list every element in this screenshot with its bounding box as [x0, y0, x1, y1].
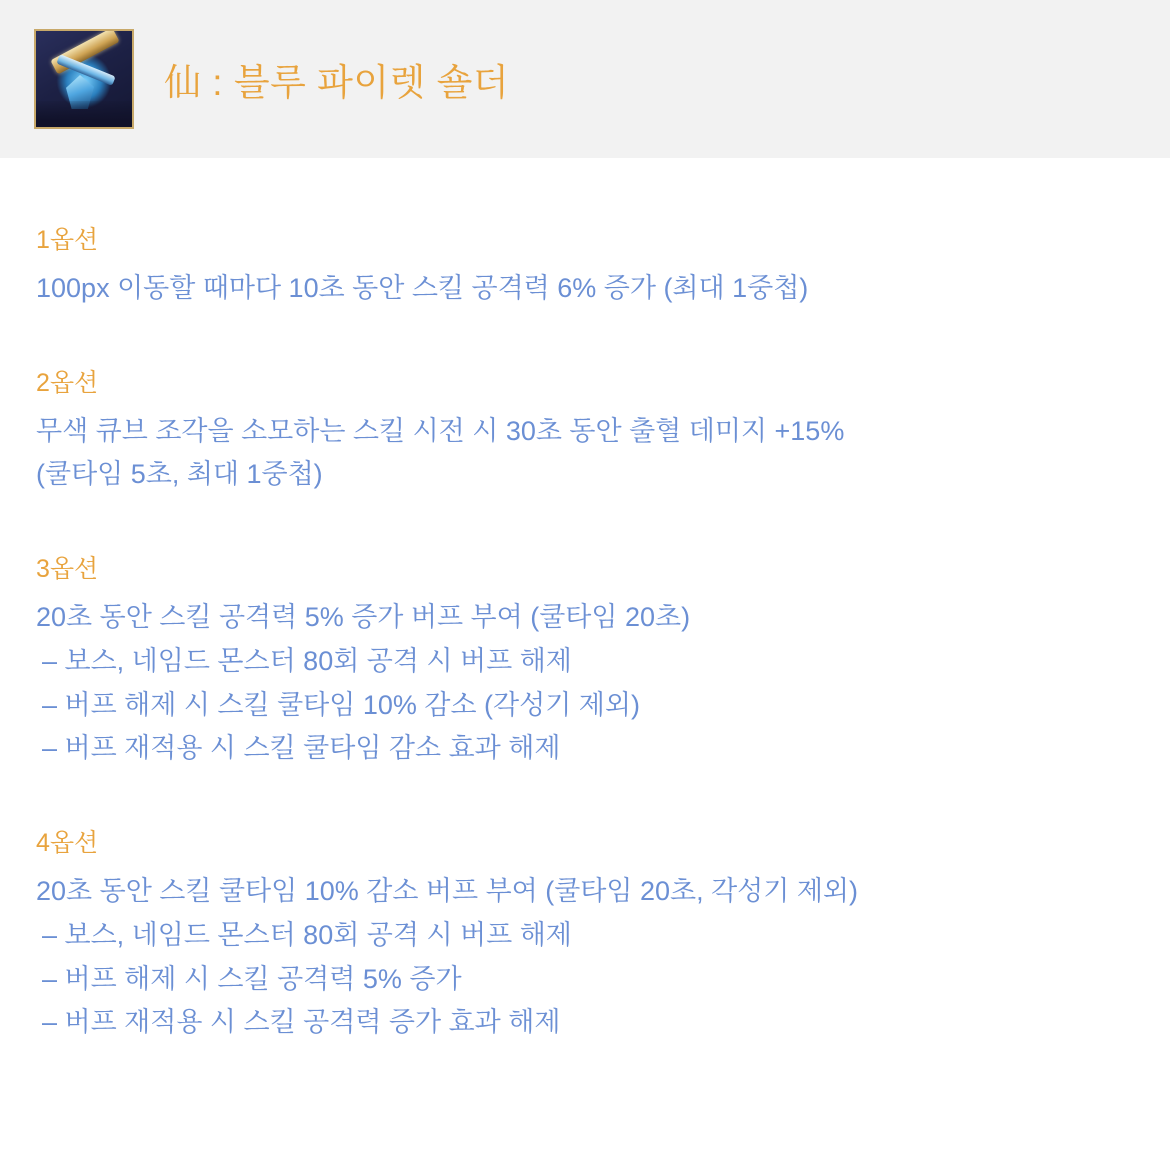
option-line: – 버프 재적용 시 스킬 쿨타임 감소 효과 해제 — [42, 733, 561, 764]
option-line: – 버프 해제 시 스킬 공격력 5% 증가 — [42, 963, 462, 994]
option-line: – 버프 해제 시 스킬 쿨타임 10% 감소 (각성기 제외) — [42, 689, 640, 720]
item-title: 仙 : 블루 파이렛 숄더 — [164, 62, 510, 103]
option-line: 20초 동안 스킬 쿨타임 10% 감소 버프 부여 (쿨타임 20초, 각성기 제외) — [36, 876, 858, 907]
option-line: 무색 큐브 조각을 소모하는 스킬 시전 시 30초 동안 출혈 데미지 +15% — [36, 415, 845, 446]
item-header — [0, 0, 1170, 158]
item-icon — [34, 29, 134, 129]
option-block-2 — [36, 363, 1134, 497]
option-label-3: 3옵션 — [36, 555, 99, 584]
option-line: – 버프 재적용 시 스킬 공격력 증가 효과 해제 — [42, 1007, 561, 1038]
option-list — [0, 158, 1170, 1085]
option-label-1: 1옵션 — [36, 226, 99, 254]
option-block-3 — [36, 549, 1134, 771]
option-line: – 보스, 네임드 몬스터 80회 공격 시 버프 해제 — [42, 919, 572, 950]
option-line: – 보스, 네임드 몬스터 80회 공격 시 버프 해제 — [42, 645, 572, 676]
option-label-2: 2옵션 — [36, 368, 99, 397]
option-block-1 — [36, 220, 1134, 311]
option-line: 20초 동안 스킬 공격력 5% 증가 버프 부여 (쿨타임 20초) — [36, 602, 691, 633]
option-block-4 — [36, 823, 1134, 1045]
option-label-4: 4옵션 — [36, 829, 99, 858]
icon-base-shadow — [36, 101, 132, 127]
option-line: (쿨타임 5초, 최대 1중첩) — [36, 459, 323, 490]
option-line: 100px 이동할 때마다 10초 동안 스킬 공격력 6% 증가 (최대 1중첩) — [36, 273, 809, 303]
